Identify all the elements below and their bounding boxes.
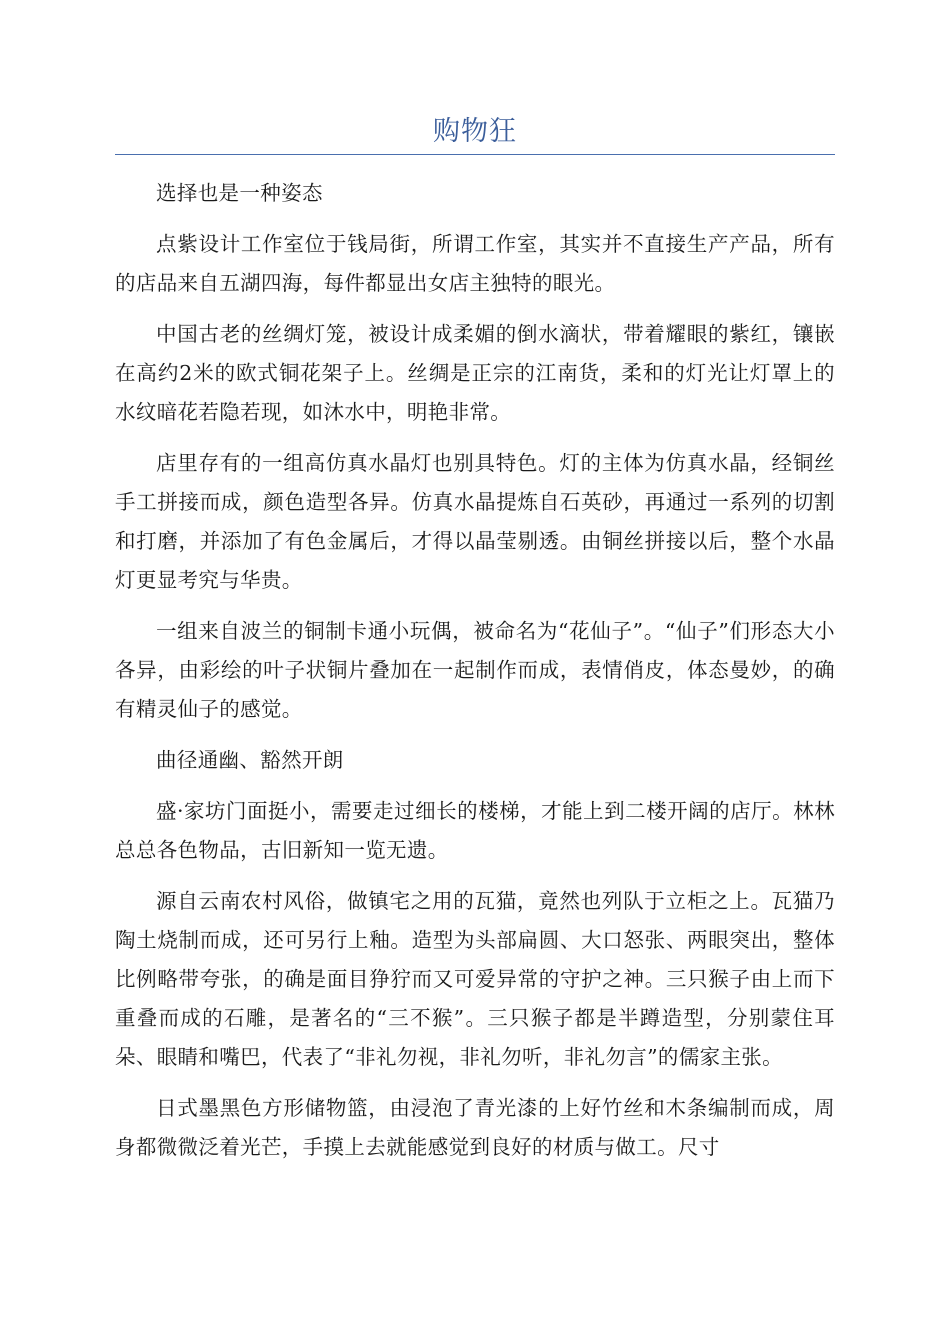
paragraph: 中国古老的丝绸灯笼，被设计成柔媚的倒水滴状，带着耀眼的紫红，镶嵌在高约2米的欧式铜花架子上。丝绸是正宗的江南货，柔和的灯光让灯罩上的水纹暗花若隐若现，如沐水中，明艳非常。 — [115, 322, 835, 424]
paragraph: 点紫设计工作室位于钱局街，所谓工作室，其实并不直接生产产品，所有的店品来自五湖四海，每件都显出女店主独特的眼光。 — [115, 232, 835, 295]
document-title: 购物狂 — [433, 116, 517, 147]
section-heading: 曲径通幽、豁然开朗 — [156, 748, 344, 772]
paragraph: 一组来自波兰的铜制卡通小玩偶，被命名为“花仙子”。“仙子”们形态大小各异，由彩绘的叶子状铜片叠加在一起制作而成，表情俏皮，体态曼妙，的确有精灵仙子的感觉。 — [115, 619, 835, 721]
title-underline — [115, 154, 835, 155]
paragraph: 店里存有的一组高仿真水晶灯也别具特色。灯的主体为仿真水晶，经铜丝手工拼接而成，颜色造型各异。仿真水晶提炼自石英砂，再通过一系列的切割和打磨，并添加了有色金属后，才得以晶莹剔透。由铜丝拼接以后，整个水晶灯更显考究与华贵。 — [115, 451, 835, 592]
paragraph: 日式墨黑色方形储物篮，由浸泡了青光漆的上好竹丝和木条编制而成，周身都微微泛着光芒，手摸上去就能感觉到良好的材质与做工。尺寸 — [115, 1096, 835, 1159]
paragraph: 源自云南农村风俗，做镇宅之用的瓦猫，竟然也列队于立柜之上。瓦猫乃陶土烧制而成，还可另行上釉。造型为头部扁圆、大口怒张、两眼突出，整体比例略带夸张，的确是面目狰狞而又可爱异常的守护之神。三只猴子由上而下重叠而成的石雕，是著名的“三不猴”。三只猴子都是半蹲造型，分别蒙住耳朵、眼睛和嘴巴，代表了“非礼勿视，非礼勿听，非礼勿言”的儒家主张。 — [115, 889, 835, 1069]
paragraph: 盛·家坊门面挺小，需要走过细长的楼梯，才能上到二楼开阔的店厅。林林总总各色物品，古旧新知一览无遗。 — [115, 799, 835, 862]
section-heading: 选择也是一种姿态 — [156, 181, 323, 205]
document-body — [115, 174, 835, 1179]
